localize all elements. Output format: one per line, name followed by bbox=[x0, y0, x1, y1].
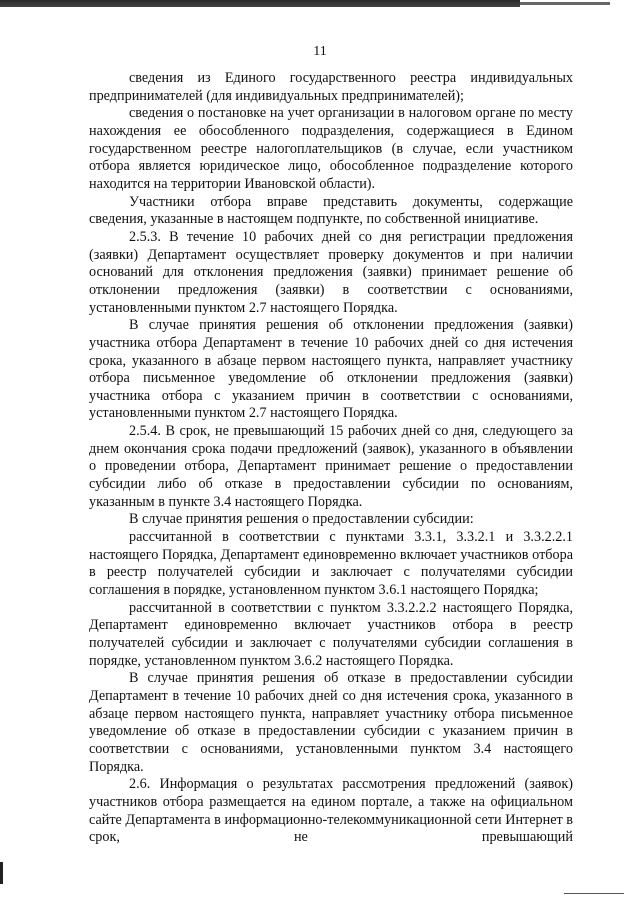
paragraph-calculated-3-3-1: рассчитанной в соответствии с пунктами 3.3.1, 3.3.2.1 и 3.3.2.2.1 настоящего Порядка, Департамент единовременно включает участников отбора в реестр получателей субсидии и заключает с получателями субсидии соглашения в порядке, установленном пунктом 3.6.1 настоящего Порядка; bbox=[89, 529, 573, 599]
paragraph-rejection-notice: В случае принятия решения об отклонении предложения (заявки) участника отбора Департамент в течение 10 рабочих дней со дня истечения срока, указанного в абзаце первом настоящего пункта, направляет участнику отбора письменное уведомление об отклонении предложения (заявки) участника отбора с указанием причин в соответствии с основаниями, установленными пунктом 2.7 настоящего Порядка. bbox=[89, 317, 573, 422]
scan-edge-top bbox=[0, 0, 520, 7]
paragraph-own-initiative: Участники отбора вправе представить документы, содержащие сведения, указанные в настоящем подпункте, по собственной инициативе. bbox=[89, 193, 573, 228]
paragraph-2-5-3: 2.5.3. В течение 10 рабочих дней со дня регистрации предложения (заявки) Департамент осуществляет проверку документов и при наличии оснований для отклонения предложения (заявки) принимает решение об отклонении предложения (заявки) в соответствии с основаниями, установленными пунктом 2.7 настоящего Порядка. bbox=[89, 228, 573, 316]
paragraph-calculated-3-3-2-2-2: рассчитанной в соответствии с пунктом 3.3.2.2.2 настоящего Порядка, Департамент единовременно включает участников отбора в реестр получателей субсидии и заключает с получателями субсидии соглашения в порядке, установленном пунктом 3.6.2 настоящего Порядка. bbox=[89, 599, 573, 669]
scan-edge-left-mark-small bbox=[0, 874, 2, 880]
paragraph-2-6: 2.6. Информация о результатах рассмотрения предложений (заявок) участников отбора размещается на едином портале, а также на официальном сайте Департамента в информационно-телекоммуникационной сети Интернет в срок, не превышающий bbox=[89, 776, 573, 846]
scan-edge-bottom-line bbox=[564, 893, 624, 894]
paragraph-2-5-4: 2.5.4. В срок, не превышающий 15 рабочих дней со дня, следующего за днем окончания срока подачи предложений (заявок), указанного в объявлении о проведении отбора, Департамент принимает решение о предоставлении субсидии либо об отказе в предоставлении субсидии по основаниям, указанным в пункте 3.4 настоящего Порядка. bbox=[89, 423, 573, 510]
scan-edge-left-mark bbox=[0, 862, 3, 884]
paragraph-refusal-notice: В случае принятия решения об отказе в предоставлении субсидии Департамент в течение 10 рабочих дней со дня истечения срока, указанного в абзаце первом настоящего пункта, направляет участнику отбора письменное уведомление об отказе в предоставлении субсидии с указанием причин в соответствии с основаниями, установленными пунктом 3.4 настоящего Порядка. bbox=[89, 670, 573, 775]
paragraph-grant-decision: В случае принятия решения о предоставлении субсидии: bbox=[129, 511, 474, 528]
document-body bbox=[89, 70, 573, 847]
paragraph-egrip: сведения из Единого государственного реестра индивидуальных предпринимателей (для индивидуальных предпринимателей); bbox=[89, 70, 573, 104]
page-number: 11 bbox=[313, 44, 327, 59]
paragraph-tax-registration: сведения о постановке на учет организации в налоговом органе по месту нахождения ее обособленного подразделения, содержащиеся в Едином государственном реестре налогоплательщиков (в случае, если участником отбора является юридическое лицо, обособленное подразделение которого находится на территории Ивановской области). bbox=[89, 105, 573, 192]
scan-edge-top-tail bbox=[520, 2, 610, 5]
